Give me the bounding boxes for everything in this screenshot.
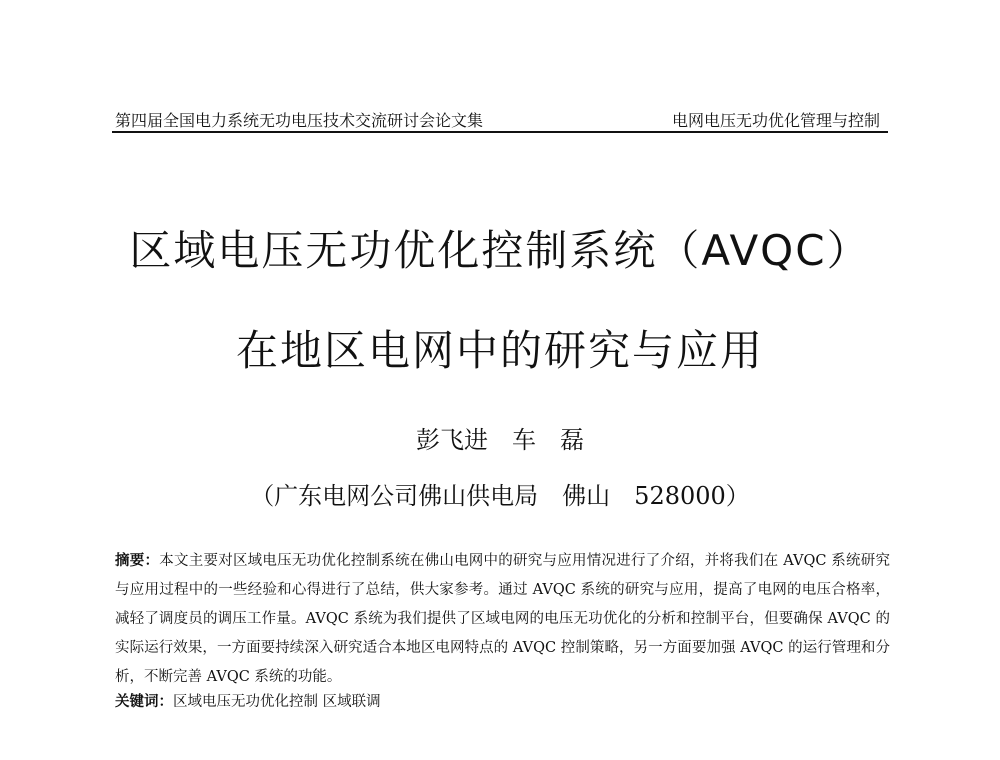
running-header-right: 电网电压无功优化管理与控制 xyxy=(671,111,880,130)
abstract xyxy=(115,546,890,692)
authors: 彭飞进 车 磊 xyxy=(416,426,584,454)
affiliation: （广东电网公司佛山供电局 佛山 528000） xyxy=(250,482,750,510)
keywords-label: 关键词： xyxy=(115,693,173,710)
abstract-label: 摘要： xyxy=(115,552,160,569)
paper-title-line1: 区域电压无功优化控制系统（AVQC） xyxy=(129,226,871,275)
header-divider xyxy=(112,131,888,133)
running-header-left: 第四届全国电力系统无功电压技术交流研讨会论文集 xyxy=(115,111,484,130)
keywords-text: 区域电压无功优化控制 区域联调 xyxy=(173,694,381,710)
paper-title-line2: 在地区电网中的研究与应用 xyxy=(235,326,764,375)
abstract-text: 本文主要对区域电压无功优化控制系统在佛山电网中的研究与应用情况进行了介绍，并将我们在 AVQC 系统研究与应用过程中的一些经验和心得进行了总结，供大家参考。通过 AVQC 系统的研究与应用，提高了电网的电压合格率，减轻了调度员的调压工作量。AVQC 系统为我们提供了区域电网的电压无功优化的分析和控制平台，但要确保 AVQC 的实际运行效果，一方面要持续深入研究适合本地区电网特点的 AVQC 控制策略，另一方面要加强 AVQC 的运行管理和分析，不断完善 AVQC 系统的功能。 xyxy=(115,553,891,685)
keywords xyxy=(115,690,890,711)
